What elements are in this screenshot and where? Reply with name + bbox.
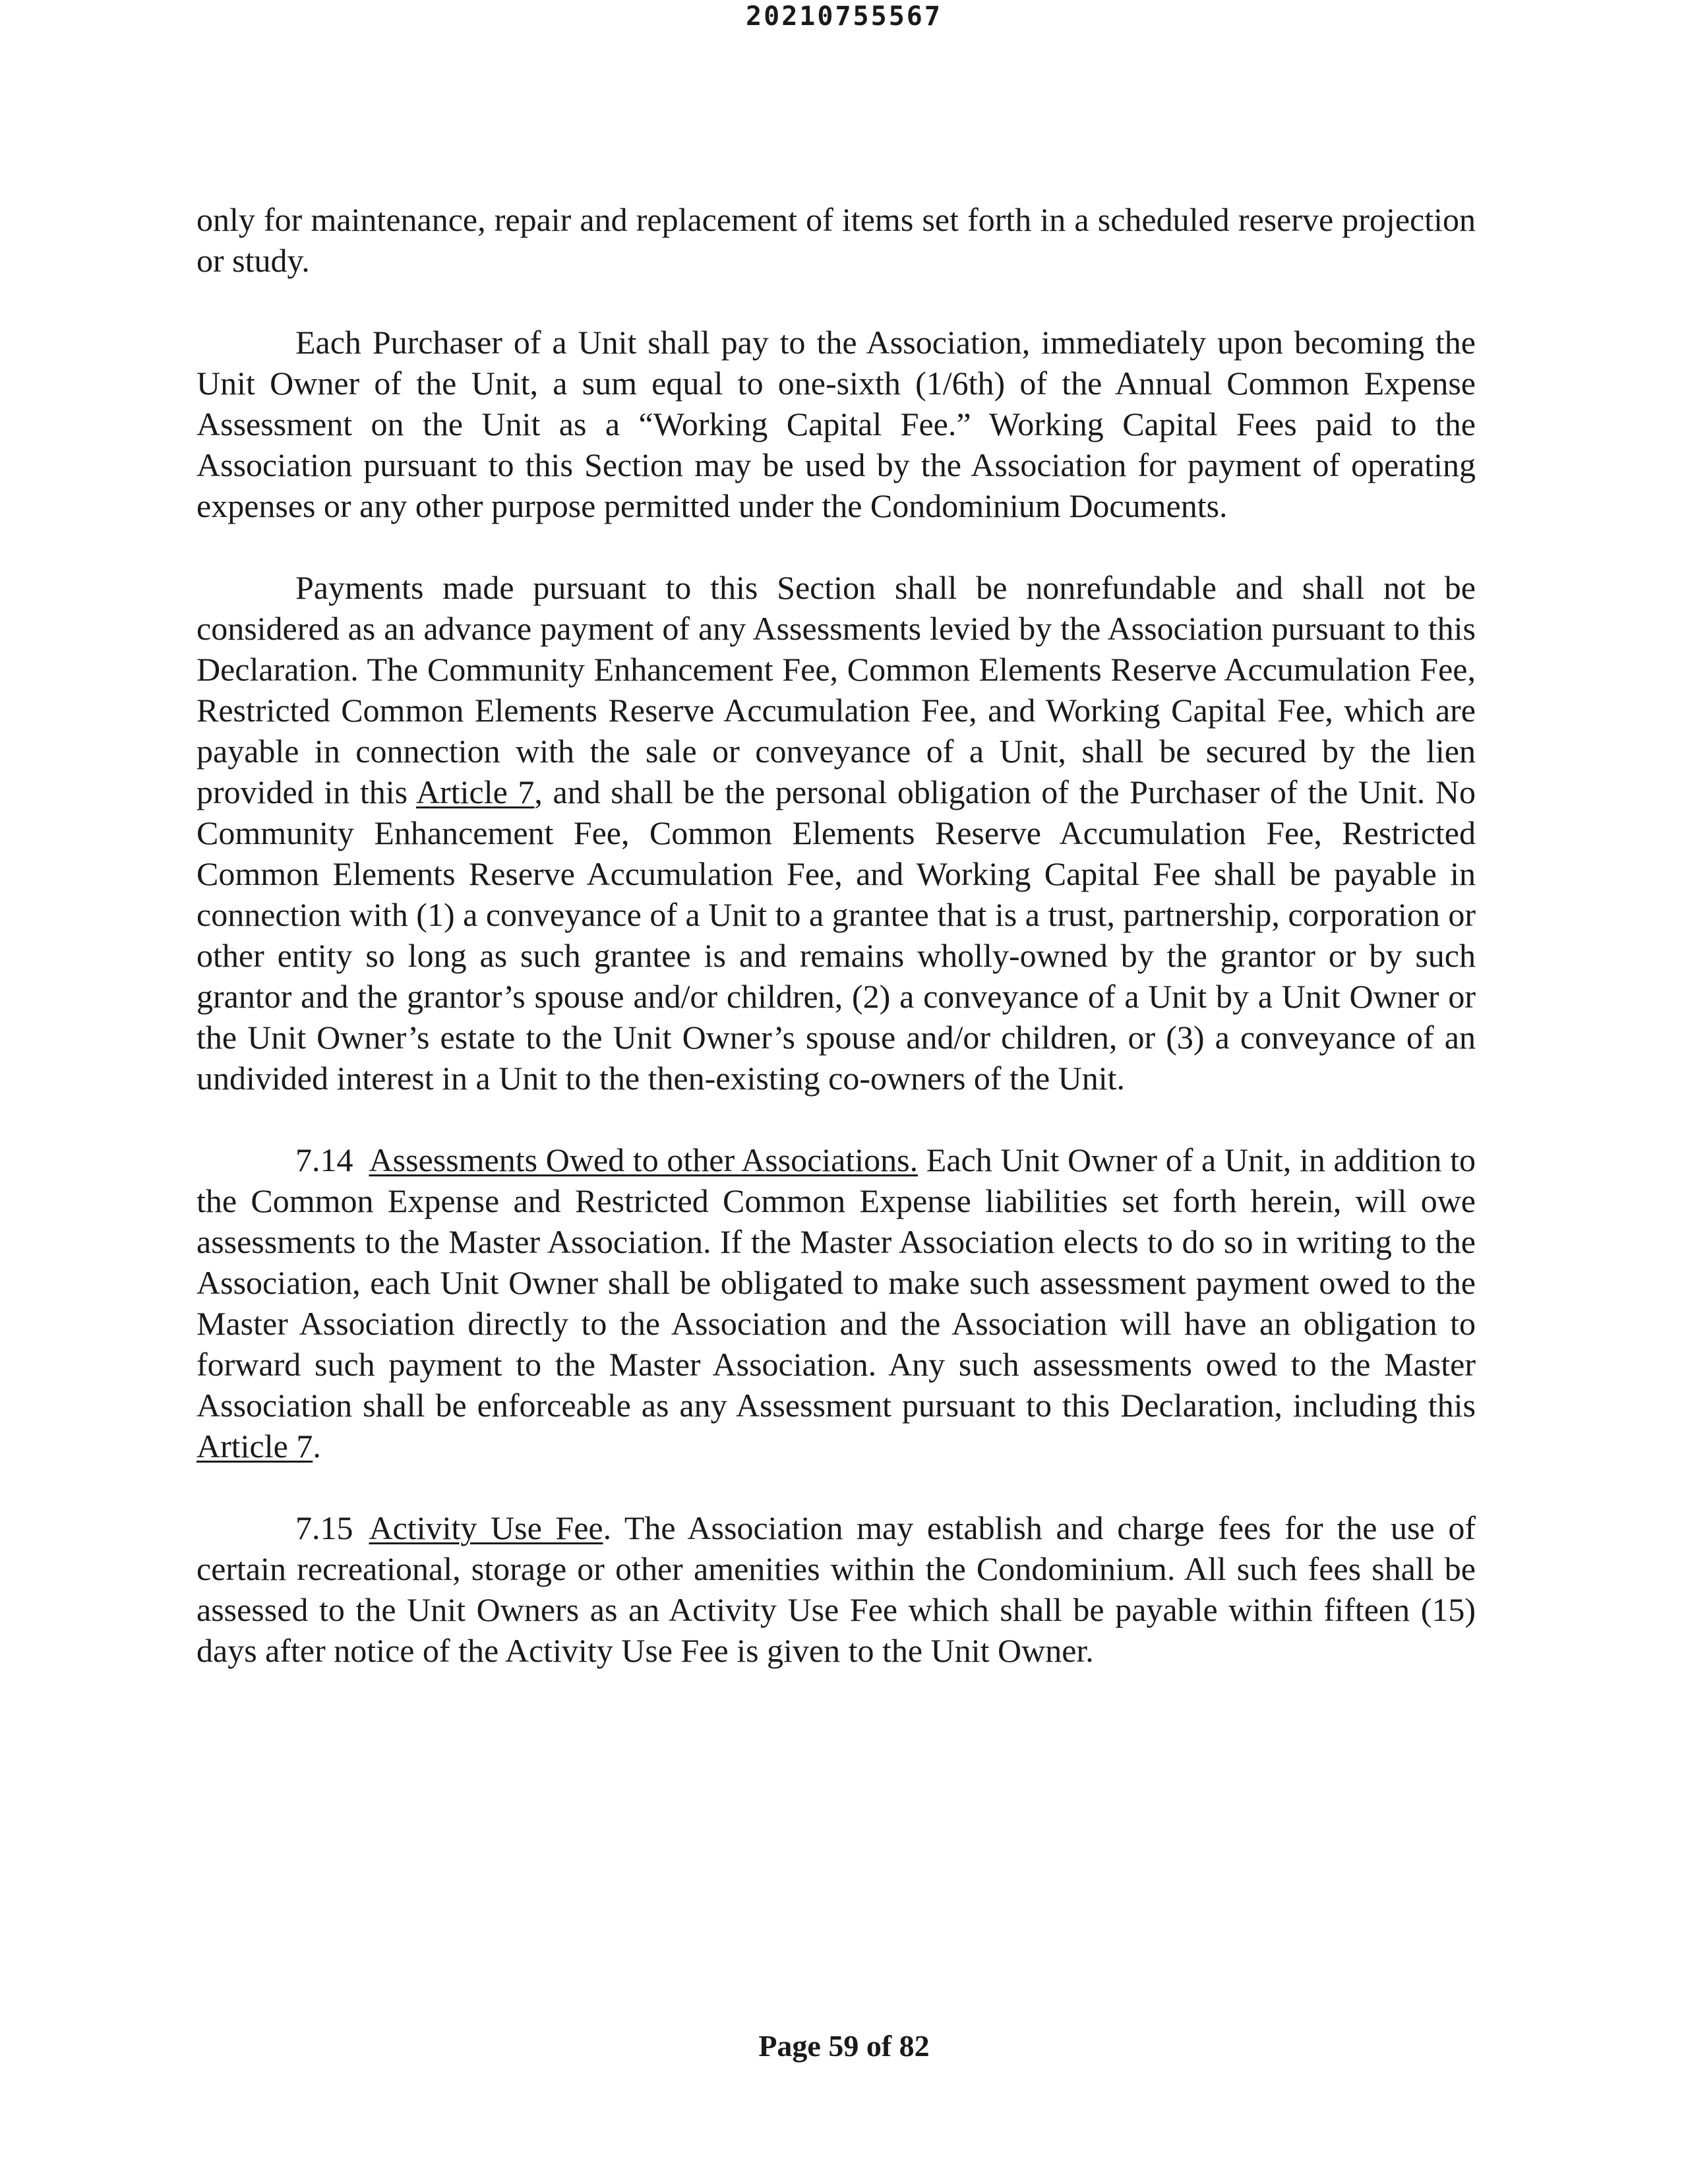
paragraph-payments	[196, 567, 1476, 1099]
section-heading: Activity Use Fee	[369, 1509, 603, 1546]
document-body	[196, 199, 1476, 1712]
section-7-15	[196, 1507, 1476, 1671]
section-number: 7.15	[295, 1509, 353, 1546]
paragraph-payments-text-1: Payments made pursuant to this Section shall be nonrefundable and shall not be considered as an advance payment of any Assessments levied by the Association pursuant to this Declaration. The Community Enhancement Fee, Common Elements Reserve Accumulation Fee, Restricted Common Elements Reserve Accumulation Fee, and Working Capital Fee, which are payable in connection with the sale or conveyance of a Unit, shall be secured by the lien provided in this	[196, 569, 1476, 810]
section-text: Each Unit Owner of a Unit, in addition to the Common Expense and Restricted Common Expense liabilities set forth herein, will owe assessments to the Master Association. If the Master Association elects to do so in writing to the Association, each Unit Owner shall be obligated to make such assessment payment owed to the Master Association directly to the Association and the Association will have an obligation to forward such payment to the Master Association. Any such assessments owed to the Master Association shall be enforceable as any Assessment pursuant to this Declaration, including this	[196, 1141, 1476, 1424]
section-7-14	[196, 1139, 1476, 1467]
paragraph-continuation: only for maintenance, repair and replacement of items set forth in a scheduled reserve projection or study.	[196, 201, 1476, 279]
article-7-link[interactable]: Article 7	[196, 1428, 313, 1465]
section-number: 7.14	[295, 1141, 353, 1178]
document-number: 20210755567	[746, 1, 942, 32]
article-7-link[interactable]: Article 7	[415, 774, 535, 810]
page-number: Page 59 of 82	[758, 2029, 930, 2063]
section-heading: Assessments Owed to other Associations.	[369, 1141, 919, 1178]
paragraph-working-capital-fee: Each Purchaser of a Unit shall pay to the Association, immediately upon becoming the Unit Owner of the Unit, a sum equal to one-sixth (1/6th) of the Annual Common Expense Assessment on the Unit as a “Working Capital Fee.” Working Capital Fees paid to the Association pursuant to this Section may be used by the Association for payment of operating expenses or any other purpose permitted under the Condominium Documents.	[196, 324, 1476, 524]
section-text: . The Association may establish and charge fees for the use of certain recreational, storage or other amenities within the Condominium. All such fees shall be assessed to the Unit Owners as an Activity Use Fee which shall be payable within fifteen (15) days after notice of the Activity Use Fee is given to the Unit Owner.	[196, 1509, 1476, 1669]
section-text-end: .	[313, 1428, 321, 1465]
paragraph-payments-text-2: , and shall be the personal obligation of the Purchaser of the Unit. No Community Enhancement Fee, Common Elements Reserve Accumulation Fee, Restricted Common Elements Reserve Accumulation Fee, and Working Capital Fee shall be payable in connection with (1) a conveyance of a Unit to a grantee that is a trust, partnership, corporation or other entity so long as such grantee is and remains wholly-owned by the grantor or by such grantor and the grantor’s spouse and/or children, (2) a conveyance of a Unit by a Unit Owner or the Unit Owner’s estate to the Unit Owner’s spouse and/or children, or (3) a conveyance of an undivided interest in a Unit to the then-existing co-owners of the Unit.	[196, 774, 1476, 1097]
